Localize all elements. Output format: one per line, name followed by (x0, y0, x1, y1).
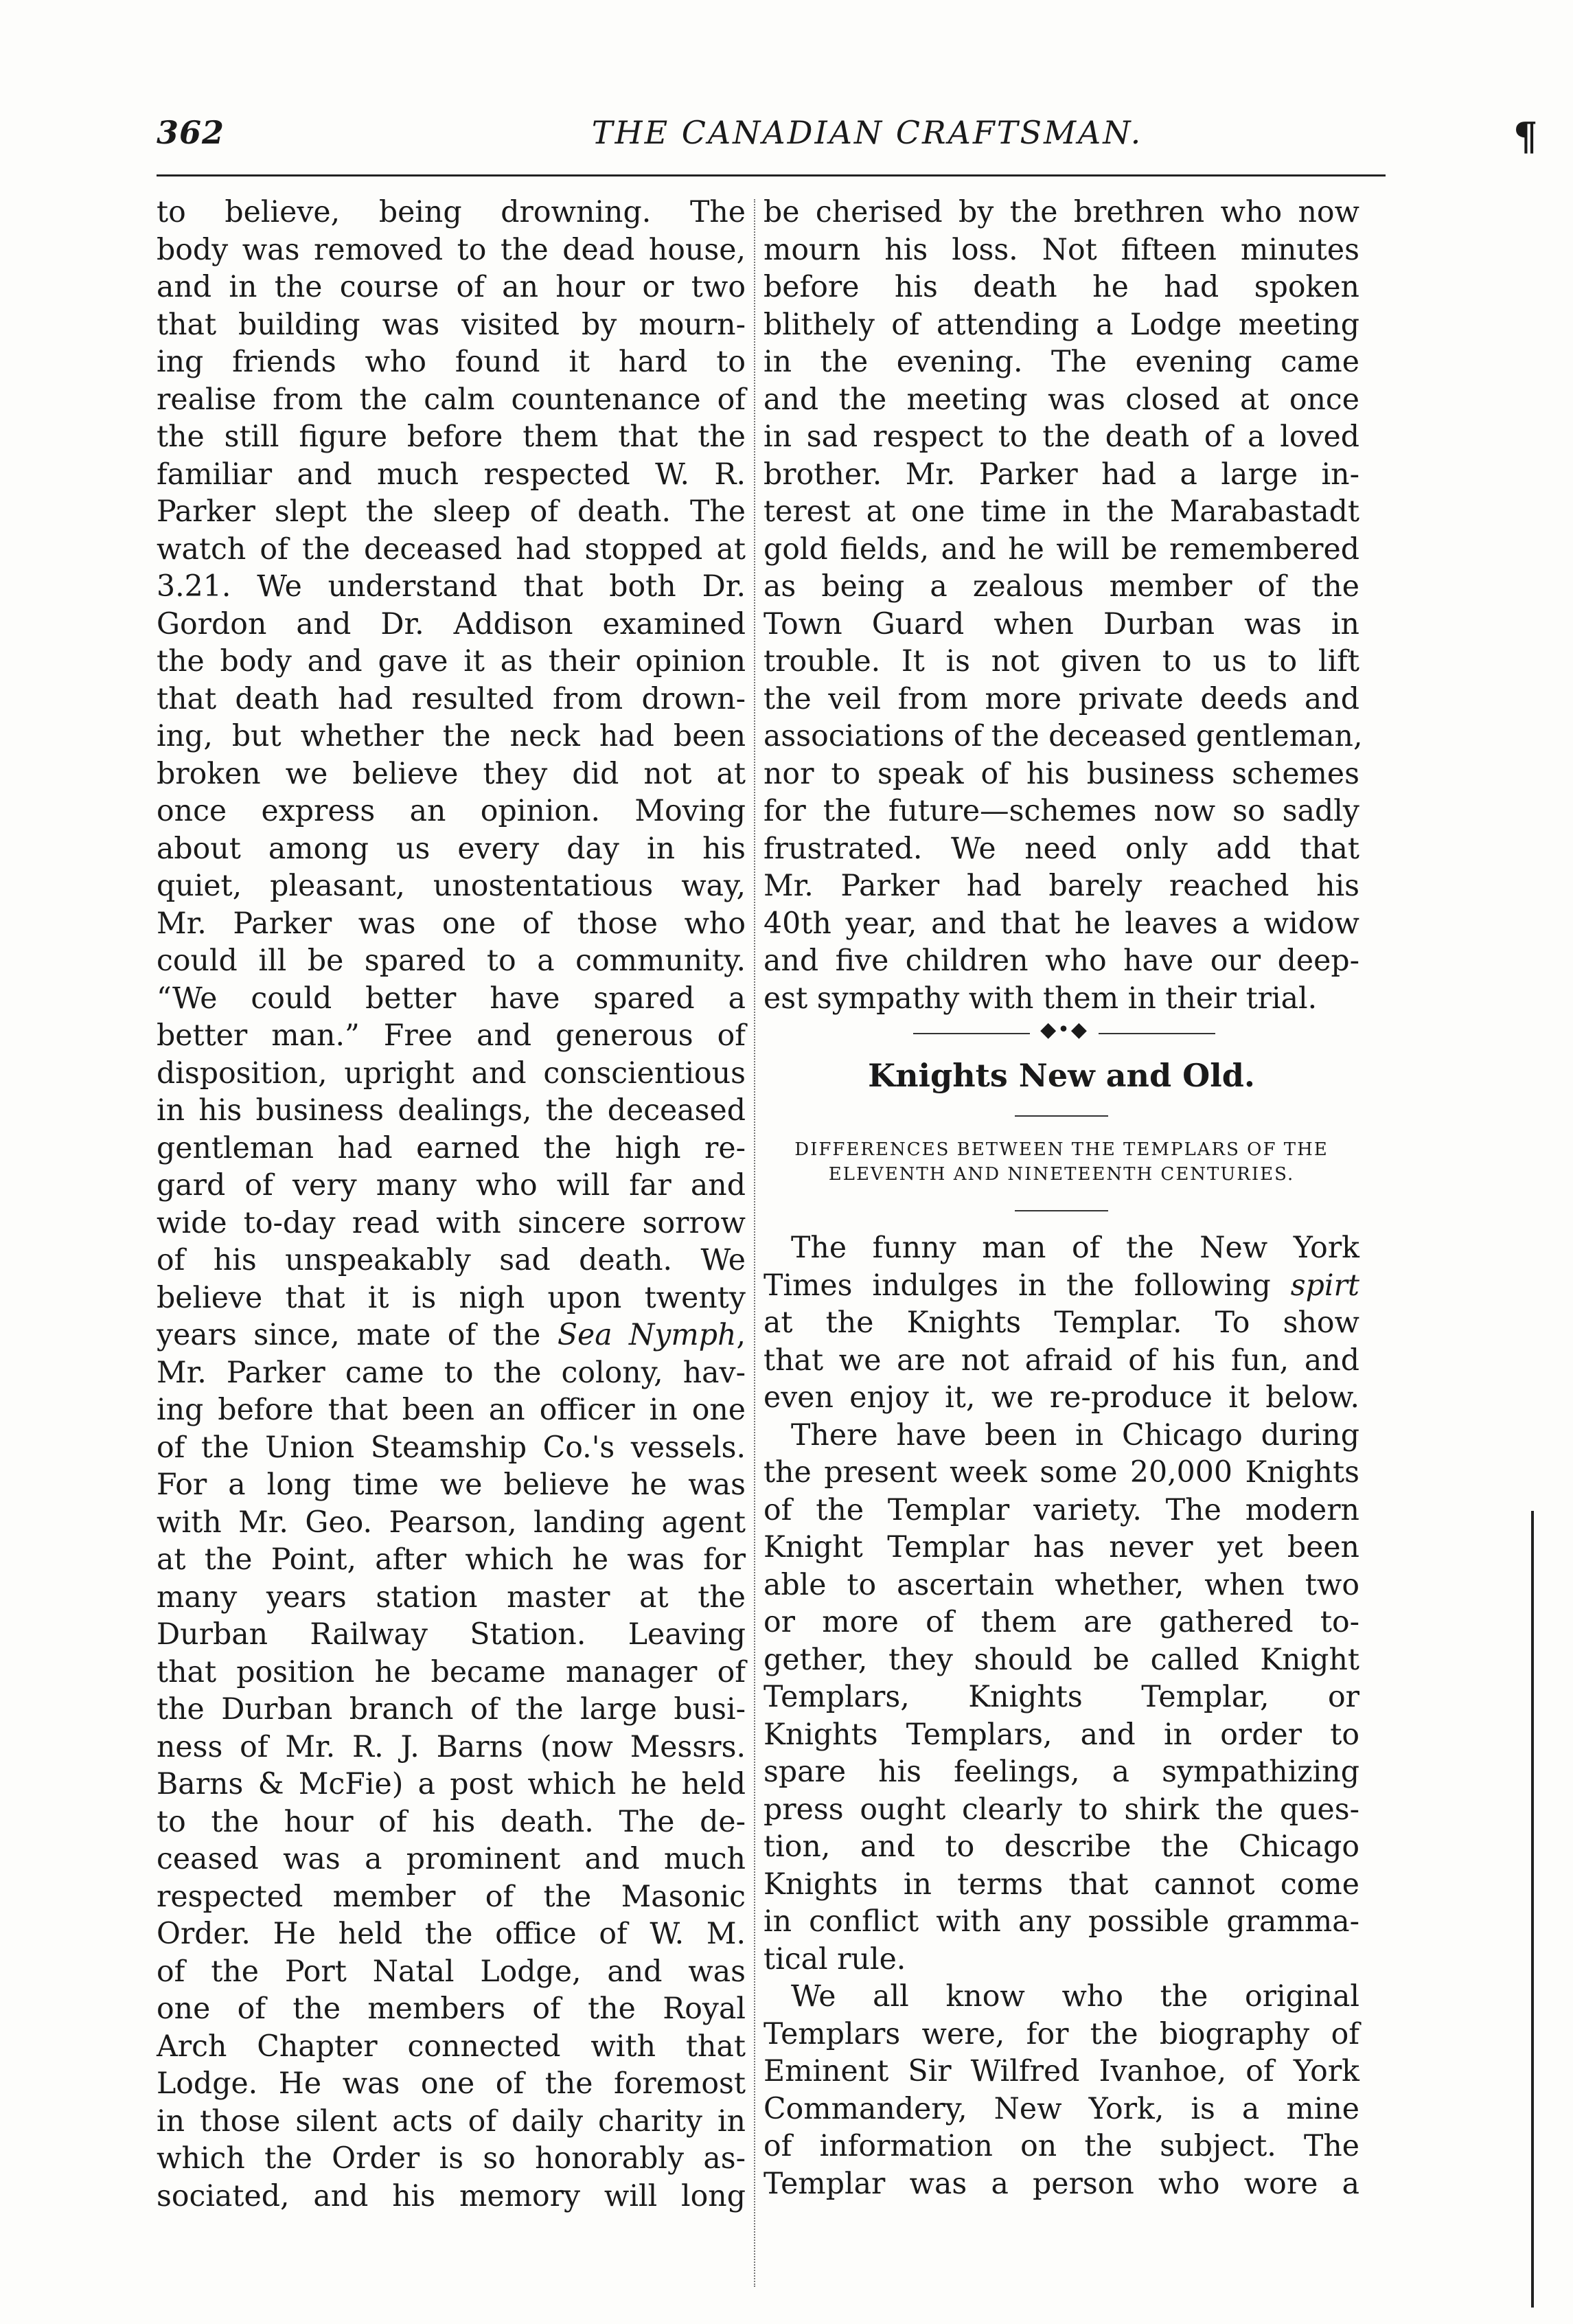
text-line: of the Union Steamship Co.'s vessels. (157, 1430, 746, 1465)
text-line: Templars were, for the biography of (763, 2016, 1359, 2051)
text-line: years since, mate of the Sea Nymph, (157, 1318, 746, 1352)
text-line: Templars, Knights Templar, or (763, 1680, 1359, 1714)
text-line: ness of Mr. R. J. Barns (now Messrs. (157, 1729, 746, 1764)
article-subtitle (763, 1137, 1359, 1187)
text-line: quiet, pleasant, unostentatious way, (157, 869, 746, 903)
text-line: gether, they should be called Knight (763, 1642, 1359, 1677)
text-line: ing, but whether the neck had been (157, 719, 746, 753)
text-line: one of the members of the Royal (157, 1992, 746, 2026)
text-line: Knight Templar has never yet been (763, 1530, 1359, 1564)
ornament-rule-right (1099, 1033, 1215, 1034)
text-line: mourn his loss. Not fifteen minutes (763, 232, 1359, 267)
text-line: trouble. It is not given to us to lift (763, 644, 1359, 679)
right-column-continuation (763, 194, 1363, 1017)
text-line: wide to-day read with sincere sorrow (157, 1205, 746, 1240)
text-line: to believe, being drowning. The (157, 195, 746, 229)
text-line: “We could better have spared a (157, 981, 746, 1016)
text-line: watch of the deceased had stopped at (157, 532, 746, 567)
text-line: or more of them are gathered to- (763, 1605, 1359, 1639)
text-line: and in the course of an hour or two (157, 270, 746, 304)
subtitle-line: ELEVENTH AND NINETEENTH CENTURIES. (828, 1164, 1295, 1185)
text-line: that position he became manager of (157, 1654, 746, 1689)
text-line: body was removed to the dead house, (157, 232, 746, 267)
text-line: that building was visited by mourn- (157, 307, 746, 342)
running-head (157, 107, 1386, 162)
text-line: even enjoy it, we re-produce it below. (763, 1380, 1359, 1415)
italic-text: Sea Nymph (557, 1318, 737, 1352)
text-line: 40th year, and that he leaves a widow (763, 906, 1359, 941)
text-line: Durban Railway Station. Leaving (157, 1617, 746, 1652)
text-line: in sad respect to the death of a loved (763, 420, 1359, 454)
text-line: the present week some 20,000 Knights (763, 1455, 1359, 1490)
text-line: Arch Chapter connected with that (157, 2029, 746, 2064)
journal-title: THE CANADIAN CRAFTSMAN. (591, 114, 1143, 151)
text-line: spare his feelings, a sympathizing (763, 1755, 1359, 1789)
ornament-icon: ◆•◆ (1040, 1018, 1088, 1042)
text-line: be cherised by the brethren who now (763, 195, 1359, 229)
text-line: Gordon and Dr. Addison examined (157, 606, 746, 641)
text-line: tion, and to describe the Chicago (763, 1830, 1359, 1864)
text-line: that we are not afraid of his fun, and (763, 1343, 1359, 1378)
text-line: the Durban branch of the large busi- (157, 1692, 746, 1727)
text-line: 3.21. We understand that both Dr. (157, 569, 746, 604)
text-line: at the Point, after which he was for (157, 1542, 746, 1577)
text-line: gentleman had earned the high re- (157, 1130, 746, 1165)
text-line: in his business dealings, the deceased (157, 1093, 746, 1128)
text-line: Commandery, New York, is a mine (763, 2091, 1359, 2126)
text-line: to the hour of his death. The de- (157, 1804, 746, 1839)
text-line: There have been in Chicago during (791, 1417, 1359, 1452)
text-line: once express an opinion. Moving (157, 794, 746, 828)
text-line: Order. He held the office of W. M. (157, 1917, 746, 1951)
text-line: Barns & McFie) a post which he held (157, 1767, 746, 1801)
text-line: Eminent Sir Wilfred Ivanhoe, of York (763, 2054, 1359, 2088)
text-line: blithely of attending a Lodge meeting (763, 307, 1359, 342)
text-line: for the future—schemes now so sadly (763, 794, 1359, 828)
text-line: which the Order is so honorably as- (157, 2141, 746, 2176)
ornament-rule-left (913, 1033, 1030, 1034)
text-line: of the Port Natal Lodge, and was (157, 1954, 746, 1989)
text-line: familiar and much respected W. R. (157, 457, 746, 492)
text-line: of his unspeakably sad death. We (157, 1243, 746, 1277)
text-line: associations of the deceased gentleman, (763, 719, 1363, 753)
text-line: at the Knights Templar. To show (763, 1306, 1359, 1340)
text-line: in those silent acts of daily charity in (157, 2104, 746, 2139)
text-line: Knights in terms that cannot come (763, 1867, 1359, 1902)
text-line: nor to speak of his business schemes (763, 756, 1359, 791)
page-edge-bar (1531, 1511, 1534, 2308)
section-ornament (913, 1018, 1215, 1044)
text-line: Times indulges in the following spirt (763, 1268, 1359, 1303)
text-line: Lodge. He was one of the foremost (157, 2066, 746, 2101)
text-line: that death had resulted from drown- (157, 681, 746, 716)
text-line: disposition, upright and conscientious (157, 1056, 746, 1091)
text-line: believe that it is nigh upon twenty (157, 1280, 746, 1315)
text-line: Parker slept the sleep of death. The (157, 494, 746, 529)
text-line: ing before that been an officer in one (157, 1393, 746, 1427)
article-title: Knights New and Old. (868, 1057, 1255, 1094)
text-line: before his death he had spoken (763, 270, 1359, 304)
text-line: frustrated. We need only add that (763, 831, 1359, 866)
text-line: ing friends who found it hard to (157, 345, 746, 379)
text-line: terest at one time in the Marabastadt (763, 494, 1359, 529)
text-line: sociated, and his memory will long (157, 2178, 746, 2213)
text-line: the veil from more private deeds and (763, 681, 1359, 716)
text-line: many years station master at the (157, 1580, 746, 1615)
text-line: about among us every day in his (157, 831, 746, 866)
text-line: tical rule. (763, 1941, 906, 1976)
text-line: For a long time we believe he was (157, 1468, 746, 1502)
text-line: brother. Mr. Parker had a large in- (763, 457, 1359, 492)
margin-mark: ¶ (1513, 114, 1538, 159)
column-divider (754, 199, 755, 2287)
text-line: and five children who have our deep- (763, 944, 1359, 978)
text-line: with Mr. Geo. Pearson, landing agent (157, 1505, 746, 1540)
text-line: press ought clearly to shirk the ques- (763, 1792, 1359, 1827)
title-rule (1015, 1115, 1108, 1117)
text-line: Knights Templars, and in order to (763, 1717, 1359, 1752)
text-line: Mr. Parker came to the colony, hav- (157, 1355, 746, 1390)
text-line: respected member of the Masonic (157, 1879, 746, 1914)
text-line: We all know who the original (791, 1979, 1359, 2014)
text-line: est sympathy with them in their trial. (763, 981, 1318, 1016)
text-line: in the evening. The evening came (763, 345, 1359, 379)
text-line: could ill be spared to a community. (157, 944, 746, 978)
text-line: the still figure before them that the (157, 420, 746, 454)
text-line: the body and gave it as their opinion (157, 644, 746, 679)
text-line: realise from the calm countenance of (157, 382, 746, 417)
text-line: Templar was a person who wore a (763, 2166, 1359, 2201)
text-line: able to ascertain whether, when two (763, 1567, 1359, 1602)
text-line: ceased was a prominent and much (157, 1842, 746, 1876)
text-line: Mr. Parker had barely reached his (763, 869, 1359, 903)
page-number: 362 (157, 114, 225, 151)
subtitle-line: DIFFERENCES BETWEEN THE TEMPLARS OF THE (794, 1139, 1329, 1160)
left-column (157, 194, 746, 2215)
text-line: Town Guard when Durban was in (763, 606, 1359, 641)
text-line: of the Templar variety. The modern (763, 1492, 1359, 1527)
text-line: The funny man of the New York (791, 1231, 1359, 1265)
text-line: broken we believe they did not at (157, 756, 746, 791)
italic-text: spirt (1290, 1268, 1359, 1303)
text-line: Mr. Parker was one of those who (157, 906, 746, 941)
text-line: in conflict with any possible gramma- (763, 1904, 1359, 1939)
text-line: of information on the subject. The (763, 2129, 1359, 2163)
text-line: better man.” Free and generous of (157, 1018, 746, 1053)
text-line: gard of very many who will far and (157, 1168, 746, 1203)
text-line: gold fields, and he will be remembered (763, 532, 1359, 567)
header-rule (157, 174, 1386, 176)
text-line: as being a zealous member of the (763, 569, 1359, 604)
article-body (763, 1229, 1359, 2202)
subtitle-rule (1015, 1210, 1108, 1211)
text-line: and the meeting was closed at once (763, 382, 1359, 417)
